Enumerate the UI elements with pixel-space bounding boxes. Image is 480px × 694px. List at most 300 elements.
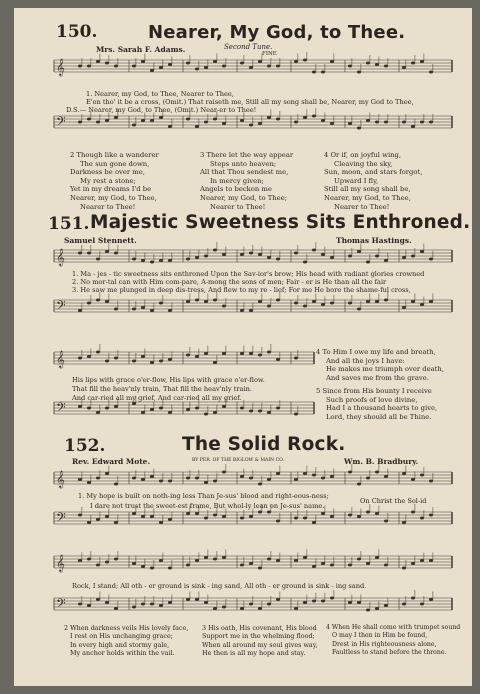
note-head — [114, 607, 118, 610]
copyright-notice: BY PER. OF THE BIGLOW & MAIN CO. — [192, 458, 285, 463]
note-head — [429, 559, 433, 562]
note-head — [141, 565, 145, 568]
note-head — [384, 65, 388, 68]
note-head — [429, 480, 433, 483]
note-head — [168, 518, 172, 521]
note-head — [249, 352, 253, 355]
note-head — [213, 361, 217, 364]
note-head — [312, 71, 316, 74]
note-head — [168, 358, 172, 361]
note-head — [114, 308, 118, 311]
note-head — [384, 259, 388, 262]
note-head — [150, 515, 154, 518]
note-head — [402, 66, 406, 69]
note-head — [204, 517, 208, 520]
note-head — [357, 250, 361, 253]
note-head — [267, 351, 271, 354]
note-head — [87, 302, 91, 305]
treble-clef: 𝄞 — [56, 248, 65, 266]
note-head — [249, 515, 253, 518]
note-head — [240, 309, 244, 312]
note-head — [402, 306, 406, 309]
note-head — [249, 66, 253, 69]
note-head — [294, 302, 298, 305]
note-head — [357, 601, 361, 604]
bass-clef: 𝄢 — [56, 510, 66, 528]
note-head — [213, 299, 217, 302]
verse-line: 1. Nearer, my God, to Thee, Nearer to Thee, — [86, 90, 234, 98]
note-head — [411, 62, 415, 65]
note-head — [375, 255, 379, 258]
note-head — [222, 122, 226, 125]
note-head — [186, 62, 190, 65]
stanza: 2 Though like a wanderer The sun gone down, Darkness be over me, My rest a stone; Yet in my dreams I'd be Nearer, my God, to Thee, Nearer to Thee! — [70, 151, 159, 211]
note-head — [276, 299, 280, 302]
tune-name: Second Tune. — [224, 43, 273, 51]
note-head — [159, 259, 163, 262]
note-head — [258, 253, 262, 256]
note-head — [294, 478, 298, 481]
note-head — [348, 122, 352, 125]
note-head — [330, 122, 334, 125]
note-head — [357, 308, 361, 311]
note-head — [240, 475, 244, 478]
note-head — [258, 567, 262, 570]
note-head — [303, 601, 307, 604]
verse-line: E'en tho' it be a cross, (Omit.) That raiseth me, Still all my song shall be, Nearer, my God to Thee, — [86, 98, 414, 106]
note-head — [195, 559, 199, 562]
note-head — [159, 116, 163, 119]
hymn-title: Nearer, My God, to Thee. — [148, 22, 406, 43]
note-head — [348, 514, 352, 517]
note-head — [366, 261, 370, 264]
note-head — [159, 604, 163, 607]
note-head — [249, 252, 253, 255]
note-head — [384, 564, 388, 567]
note-head — [294, 121, 298, 124]
note-head — [420, 517, 424, 520]
note-head — [96, 598, 100, 601]
refrain-line: Rock, I stand; All oth - er ground is sink - ing sand, All oth - er ground is sink - ing sand. — [72, 582, 367, 590]
note-head — [375, 471, 379, 474]
note-head — [321, 119, 325, 122]
note-head — [114, 521, 118, 524]
note-head — [204, 66, 208, 69]
note-head — [276, 118, 280, 121]
note-head — [132, 360, 136, 363]
note-head — [267, 603, 271, 606]
note-head — [240, 253, 244, 256]
hymnal-page — [14, 8, 472, 686]
note-head — [195, 407, 199, 410]
verse-line: 3. He saw me plunged in deep dis-tress, And flew to my re - lief; For me He bore the shame-ful cross, — [72, 286, 411, 294]
note-head — [366, 300, 370, 303]
note-head — [303, 517, 307, 520]
note-head — [87, 558, 91, 561]
hymn-composer: Thomas Hastings. — [336, 236, 412, 245]
note-head — [195, 477, 199, 480]
note-head — [186, 258, 190, 261]
chorus-start: On Christ the Sol-id — [360, 497, 427, 505]
note-head — [159, 480, 163, 483]
note-head — [312, 521, 316, 524]
note-head — [402, 603, 406, 606]
note-head — [249, 410, 253, 413]
note-head — [402, 567, 406, 570]
note-head — [303, 305, 307, 308]
refrain-line: His lips with grace o'er-flow, His lips with grace o'er-flow. — [72, 376, 265, 384]
note-head — [267, 558, 271, 561]
note-head — [294, 607, 298, 610]
note-head — [204, 556, 208, 559]
note-head — [276, 358, 280, 361]
note-head — [213, 607, 217, 610]
note-head — [105, 360, 109, 363]
note-head — [258, 410, 262, 413]
note-head — [105, 62, 109, 65]
note-head — [78, 309, 82, 312]
note-head — [204, 300, 208, 303]
note-head — [141, 478, 145, 481]
note-head — [267, 511, 271, 514]
note-head — [105, 472, 109, 475]
note-head — [96, 258, 100, 261]
note-head — [159, 407, 163, 410]
note-head — [141, 306, 145, 309]
note-head — [78, 121, 82, 124]
note-head — [132, 258, 136, 261]
note-head — [258, 483, 262, 486]
note-head — [150, 475, 154, 478]
treble-clef: 𝄞 — [56, 470, 65, 488]
note-head — [249, 477, 253, 480]
note-head — [87, 481, 91, 484]
note-head — [402, 472, 406, 475]
note-head — [321, 477, 325, 480]
note-head — [249, 309, 253, 312]
note-head — [429, 258, 433, 261]
hymn-number: 152. — [64, 436, 106, 456]
stanza: 3 There let the way appear Steps unto heaven; All that Thou sendest me, In mercy given; Angels to beckon me Nearer, my God, to Thee; Nearer to Thee! — [200, 151, 294, 211]
note-head — [357, 515, 361, 518]
note-head — [312, 115, 316, 118]
note-head — [213, 480, 217, 483]
verse-line: 1. My hope is built on noth-ing less Than Je-sus' blood and right-eous-ness; — [78, 492, 329, 500]
note-head — [150, 69, 154, 72]
note-head — [294, 517, 298, 520]
stanza: 4 When He shall come with trumpet sound O may I then in Him be found, Drest in His righteousness alone, Faultless to stand before the throne. — [326, 624, 461, 657]
note-head — [213, 60, 217, 63]
note-head — [276, 520, 280, 523]
note-head — [96, 121, 100, 124]
note-head — [78, 252, 82, 255]
note-head — [204, 481, 208, 484]
note-head — [96, 477, 100, 480]
note-head — [222, 556, 226, 559]
note-head — [222, 606, 226, 609]
note-head — [321, 71, 325, 74]
note-head — [222, 253, 226, 256]
note-head — [357, 483, 361, 486]
verse-line: I dare not trust the sweet-est frame, But whol-ly lean on Je-sus' name. — [90, 502, 325, 510]
note-head — [267, 411, 271, 414]
note-head — [348, 65, 352, 68]
note-head — [141, 60, 145, 63]
hymn-number: 150. — [56, 22, 98, 42]
note-head — [375, 556, 379, 559]
hymn-title: The Solid Rock. — [182, 434, 346, 455]
note-head — [348, 302, 352, 305]
note-head — [213, 558, 217, 561]
note-head — [150, 261, 154, 264]
note-head — [384, 475, 388, 478]
stanza: 5 Since from His bounty I receive Such proofs of love divine, Had I a thousand hearts to give, Lord, they should all be Thine. — [316, 387, 438, 421]
note-head — [132, 512, 136, 515]
note-head — [150, 603, 154, 606]
note-head — [258, 511, 262, 514]
note-head — [249, 124, 253, 127]
stanza: 4 Or if, on joyful wing, Cleaving the sky, Sun, moon, and stars forgot, Upward I fly, Still all my song shall be, Nearer, my God, to Thee, Nearer to Thee! — [324, 151, 423, 211]
note-head — [249, 562, 253, 565]
note-head — [312, 474, 316, 477]
note-head — [114, 252, 118, 255]
note-head — [204, 601, 208, 604]
note-head — [366, 511, 370, 514]
note-head — [195, 598, 199, 601]
note-head — [348, 255, 352, 258]
note-head — [366, 119, 370, 122]
note-head — [186, 477, 190, 480]
note-head — [141, 411, 145, 414]
note-head — [87, 355, 91, 358]
note-head — [159, 66, 163, 69]
note-head — [267, 116, 271, 119]
note-head — [303, 556, 307, 559]
note-head — [330, 302, 334, 305]
note-head — [330, 515, 334, 518]
note-head — [411, 511, 415, 514]
treble-clef: 𝄞 — [56, 554, 65, 572]
note-head — [78, 478, 82, 481]
note-head — [312, 565, 316, 568]
note-head — [420, 250, 424, 253]
note-head — [330, 256, 334, 259]
note-head — [240, 564, 244, 567]
note-head — [204, 413, 208, 416]
note-head — [429, 598, 433, 601]
note-head — [348, 601, 352, 604]
note-head — [222, 65, 226, 68]
note-head — [168, 259, 172, 262]
note-head — [258, 354, 262, 357]
note-head — [411, 255, 415, 258]
note-head — [78, 559, 82, 562]
note-head — [195, 256, 199, 259]
hymn-number: 151. — [48, 214, 90, 234]
note-head — [87, 118, 91, 121]
note-head — [78, 603, 82, 606]
note-head — [375, 300, 379, 303]
note-head — [240, 119, 244, 122]
note-head — [294, 559, 298, 562]
note-head — [276, 559, 280, 562]
note-head — [114, 357, 118, 360]
note-head — [96, 411, 100, 414]
note-head — [420, 559, 424, 562]
note-head — [114, 558, 118, 561]
note-head — [96, 564, 100, 567]
note-head — [114, 116, 118, 119]
note-head — [150, 309, 154, 312]
note-head — [213, 118, 217, 121]
hymn-author: Samuel Stennett. — [64, 236, 137, 245]
refrain-line: And car-ried all my grief, And car-ried all my grief. — [72, 394, 242, 402]
note-head — [276, 65, 280, 68]
note-head — [240, 517, 244, 520]
note-head — [321, 562, 325, 565]
note-head — [312, 249, 316, 252]
note-head — [420, 60, 424, 63]
note-head — [132, 308, 136, 311]
note-head — [294, 252, 298, 255]
note-head — [105, 601, 109, 604]
note-head — [168, 125, 172, 128]
note-head — [420, 603, 424, 606]
hymn-author: Mrs. Sarah F. Adams. — [96, 45, 186, 54]
note-head — [78, 65, 82, 68]
note-head — [78, 514, 82, 517]
note-head — [312, 600, 316, 603]
note-head — [348, 564, 352, 567]
note-head — [141, 259, 145, 262]
note-head — [294, 413, 298, 416]
verse-line: 1. Ma - jes - tic sweetness sits enthroned Upon the Sav-ior's brow; His head with radiant glories crowned — [72, 270, 425, 278]
note-head — [96, 299, 100, 302]
note-head — [366, 62, 370, 65]
note-head — [132, 65, 136, 68]
note-head — [402, 521, 406, 524]
note-head — [366, 609, 370, 612]
note-head — [411, 125, 415, 128]
note-head — [312, 300, 316, 303]
note-head — [321, 253, 325, 256]
note-head — [204, 255, 208, 258]
note-head — [105, 119, 109, 122]
note-head — [141, 603, 145, 606]
note-head — [240, 407, 244, 410]
note-head — [420, 474, 424, 477]
note-head — [294, 357, 298, 360]
hymn-title: Majestic Sweetness Sits Enthroned. — [90, 212, 471, 233]
note-head — [429, 514, 433, 517]
note-head — [132, 606, 136, 609]
note-head — [276, 598, 280, 601]
note-head — [258, 300, 262, 303]
refrain-line: That fill the heav'nly train, That fill the heav'nly train. — [72, 385, 252, 393]
note-head — [186, 300, 190, 303]
note-head — [87, 407, 91, 410]
note-head — [78, 357, 82, 360]
note-head — [186, 598, 190, 601]
note-head — [258, 122, 262, 125]
bass-clef: 𝄢 — [56, 400, 66, 418]
note-head — [294, 60, 298, 63]
note-head — [96, 60, 100, 63]
note-head — [204, 352, 208, 355]
note-head — [267, 305, 271, 308]
note-head — [321, 600, 325, 603]
note-head — [87, 604, 91, 607]
note-head — [132, 124, 136, 127]
note-head — [222, 305, 226, 308]
note-head — [240, 62, 244, 65]
note-head — [240, 352, 244, 355]
note-head — [168, 480, 172, 483]
note-head — [132, 477, 136, 480]
bass-clef: 𝄢 — [56, 596, 66, 614]
note-head — [96, 518, 100, 521]
note-head — [87, 252, 91, 255]
note-head — [303, 116, 307, 119]
note-head — [411, 562, 415, 565]
note-head — [222, 515, 226, 518]
note-head — [276, 258, 280, 261]
note-head — [186, 564, 190, 567]
stanza: 4 To Him I owe my life and breath, And all the joys I have: He makes me triumph over death, And saves me from the grave. — [316, 348, 444, 382]
note-head — [141, 515, 145, 518]
note-head — [402, 256, 406, 259]
note-head — [330, 475, 334, 478]
note-head — [384, 604, 388, 607]
note-head — [420, 121, 424, 124]
note-head — [303, 472, 307, 475]
note-head — [222, 352, 226, 355]
treble-clef: 𝄞 — [56, 350, 65, 368]
note-head — [96, 351, 100, 354]
stanza: 3 His oath, His covenant, His blood Support me in the whelming flood; When all around my soul gives way, He then is all my hope and stay. — [202, 624, 318, 658]
note-head — [267, 256, 271, 259]
note-head — [375, 512, 379, 515]
note-head — [276, 407, 280, 410]
note-head — [267, 478, 271, 481]
note-head — [141, 355, 145, 358]
note-head — [168, 567, 172, 570]
note-head — [375, 121, 379, 124]
note-head — [195, 299, 199, 302]
bass-clef: 𝄢 — [56, 298, 66, 316]
note-head — [384, 520, 388, 523]
note-head — [132, 402, 136, 405]
note-head — [213, 411, 217, 414]
note-head — [105, 407, 109, 410]
note-head — [186, 408, 190, 411]
note-head — [168, 411, 172, 414]
note-head — [429, 300, 433, 303]
note-head — [195, 512, 199, 515]
note-head — [87, 65, 91, 68]
note-head — [213, 249, 217, 252]
note-head — [357, 558, 361, 561]
bass-clef: 𝄢 — [56, 114, 66, 132]
note-head — [330, 564, 334, 567]
note-head — [78, 405, 82, 408]
note-head — [159, 559, 163, 562]
note-head — [114, 483, 118, 486]
note-head — [159, 521, 163, 524]
note-head — [267, 65, 271, 68]
note-head — [366, 477, 370, 480]
note-head — [105, 300, 109, 303]
